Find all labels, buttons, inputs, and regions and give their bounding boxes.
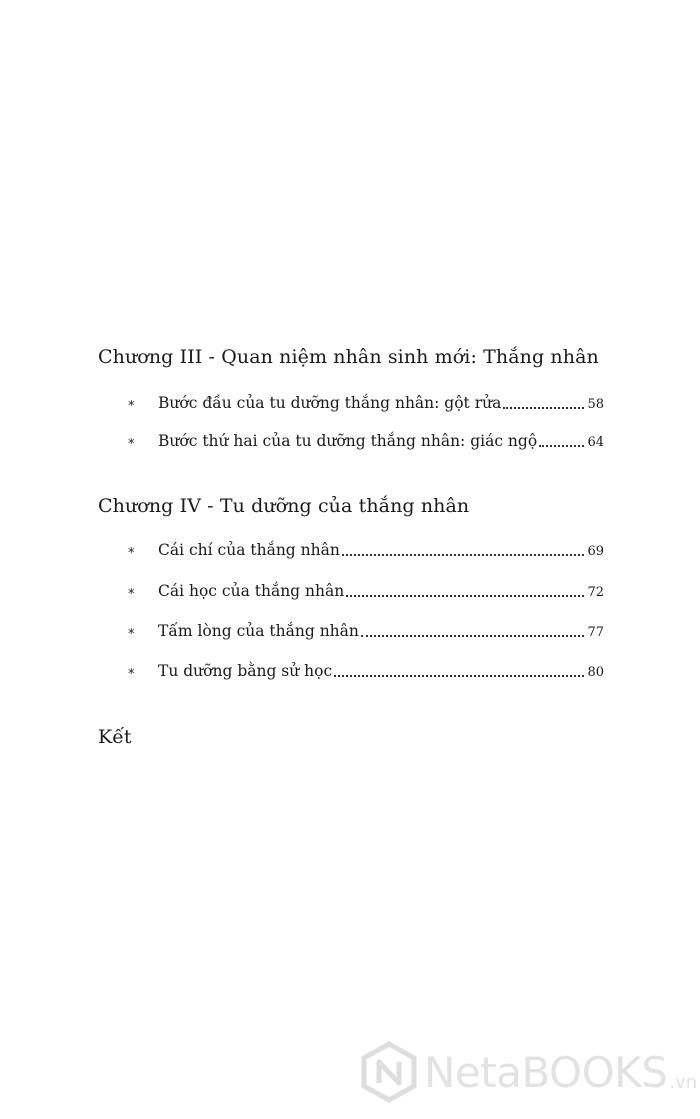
toc-entry[interactable] (128, 541, 604, 563)
bullet-icon: * (128, 399, 135, 414)
dot-leader (361, 635, 585, 637)
toc-entry[interactable] (128, 394, 604, 416)
bullet-icon: * (128, 546, 135, 561)
toc-entry-page: 69 (587, 544, 604, 559)
dot-leader (539, 445, 584, 447)
bullet-icon: * (128, 667, 135, 682)
toc-entry-label: Cái học của thắng nhân (158, 582, 345, 600)
dot-leader (334, 675, 584, 677)
dot-leader (342, 554, 585, 556)
toc-entry-page: 72 (587, 585, 604, 600)
watermark-brand: NetaBOOKS (424, 1047, 668, 1097)
toc-entry-label: Bước thứ hai của tu dưỡng thắng nhân: giác ngộ (158, 432, 538, 450)
bullet-icon: * (128, 627, 135, 642)
toc-entry-label: Bước đầu của tu dưỡng thắng nhân: gột rửa (158, 394, 502, 412)
bullet-icon: * (128, 437, 135, 452)
toc-entry-page: 77 (587, 625, 604, 640)
bullet-icon: * (128, 587, 135, 602)
netabooks-watermark (360, 1040, 697, 1104)
chapter-4-title: Chương IV - Tu dưỡng của thắng nhân (98, 495, 470, 517)
toc-entry-label: Tấm lòng của thắng nhân (158, 622, 359, 640)
toc-entry[interactable] (128, 662, 604, 684)
toc-entry-page: 80 (587, 665, 604, 680)
toc-entry-label: Tu dưỡng bằng sử học (158, 662, 333, 680)
netabooks-logo-icon (360, 1041, 418, 1103)
conclusion-heading: Kết (98, 726, 132, 748)
dot-leader (503, 407, 584, 409)
toc-entry[interactable] (128, 582, 604, 604)
toc-entry[interactable] (128, 432, 604, 454)
toc-entry[interactable] (128, 622, 604, 644)
toc-entry-label: Cái chí của thắng nhân (158, 541, 340, 559)
chapter-3-title: Chương III - Quan niệm nhân sinh mới: Thắng nhân (98, 346, 599, 368)
watermark-suffix: .vn (669, 1071, 698, 1093)
toc-entry-page: 64 (587, 435, 604, 450)
dot-leader (346, 595, 584, 597)
toc-entry-page: 58 (587, 397, 604, 412)
